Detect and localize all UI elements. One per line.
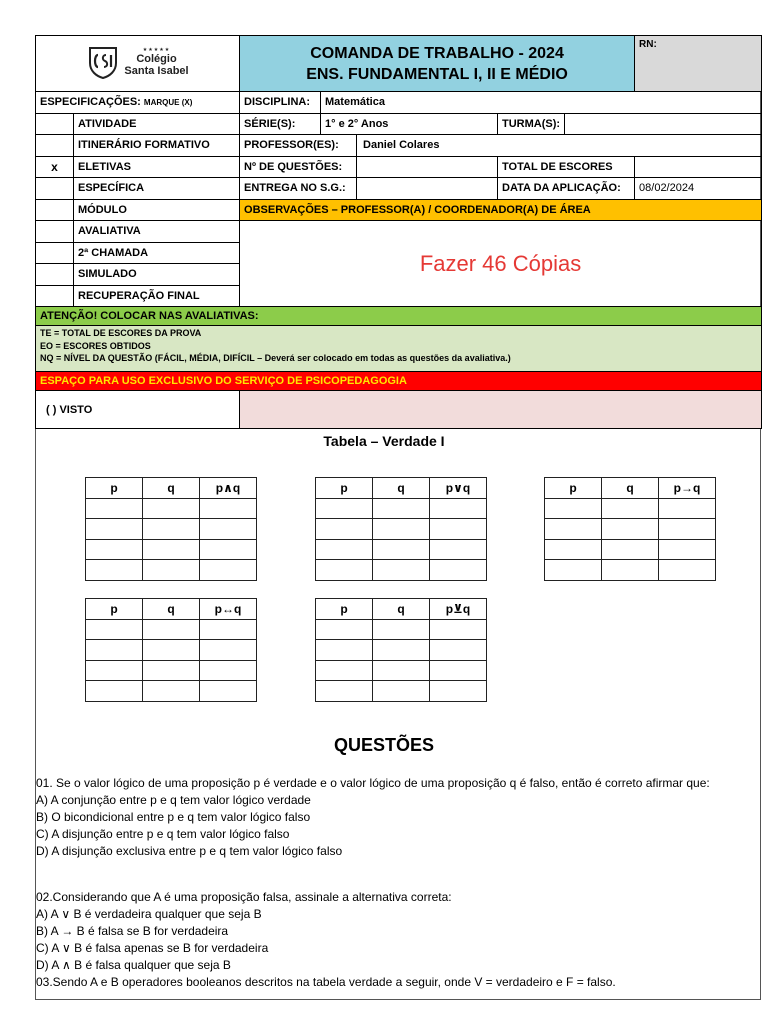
spec-label: ESPECIFICAÇÕES: xyxy=(40,96,141,109)
spec-item-recuperacao: RECUPERAÇÃO FINAL xyxy=(74,285,240,307)
disciplina-value[interactable]: Matemática xyxy=(321,92,762,114)
atencao-line-1: TE = TOTAL DE ESCORES DA PROVA xyxy=(40,328,202,338)
tt-cell[interactable] xyxy=(200,519,257,540)
tt-cell[interactable] xyxy=(143,498,200,519)
spec-mark-2chamada[interactable] xyxy=(36,242,74,264)
tt-implies-header-op: p→q xyxy=(659,478,716,499)
tt-and-header-p: p xyxy=(86,478,143,499)
disciplina-label: DISCIPLINA: xyxy=(240,92,321,114)
rn-field[interactable] xyxy=(635,36,762,92)
data-aplicacao-value[interactable]: 08/02/2024 xyxy=(635,178,762,200)
tt-xor-header-op: p⊻q xyxy=(430,599,487,620)
tt-cell[interactable] xyxy=(86,681,143,702)
title-line-2: ENS. FUNDAMENTAL I, II E MÉDIO xyxy=(306,65,568,83)
school-logo xyxy=(36,36,240,92)
tt-cell[interactable] xyxy=(373,539,430,560)
question-2-option-d[interactable]: D) A ∧ B é falsa qualquer que seja B xyxy=(36,958,231,972)
tt-cell[interactable] xyxy=(545,539,602,560)
tt-xor-header-p: p xyxy=(316,599,373,620)
question-1-option-c[interactable]: C) A disjunção entre p e q tem valor lógico falso xyxy=(36,827,290,841)
tt-cell[interactable] xyxy=(316,640,373,661)
tt-cell[interactable] xyxy=(316,660,373,681)
spec-mark-eletivas[interactable]: x xyxy=(36,156,74,178)
page-title xyxy=(240,36,635,92)
tt-cell[interactable] xyxy=(143,619,200,640)
spec-mark-simulado[interactable] xyxy=(36,264,74,286)
tt-cell[interactable] xyxy=(659,560,716,581)
spec-mark-atividade[interactable] xyxy=(36,113,74,135)
tt-cell[interactable] xyxy=(143,640,200,661)
tt-cell[interactable] xyxy=(316,498,373,519)
question-2-option-a[interactable]: A) A ∨ B é verdadeira qualquer que seja B xyxy=(36,907,262,921)
total-escores-label: TOTAL DE ESCORES xyxy=(498,156,635,178)
tt-cell[interactable] xyxy=(143,539,200,560)
tt-cell[interactable] xyxy=(373,519,430,540)
tt-and-header-q: q xyxy=(143,478,200,499)
tt-cell[interactable] xyxy=(545,519,602,540)
tt-cell[interactable] xyxy=(430,619,487,640)
spec-label-small: MARQUE (X) xyxy=(143,98,193,108)
spec-item-especifica: ESPECÍFICA xyxy=(74,178,240,200)
data-aplicacao-label: DATA DA APLICAÇÃO: xyxy=(498,178,635,200)
tt-cell[interactable] xyxy=(430,519,487,540)
spec-item-itinerario: ITINERÁRIO FORMATIVO xyxy=(74,135,240,157)
question-1-option-a[interactable]: A) A conjunção entre p e q tem valor lógico verdade xyxy=(36,793,311,807)
tt-cell[interactable] xyxy=(545,498,602,519)
questoes-title: QUESTÕES xyxy=(333,735,435,755)
tt-cell[interactable] xyxy=(373,640,430,661)
spec-item-eletivas: ELETIVAS xyxy=(74,156,240,178)
tt-cell[interactable] xyxy=(430,498,487,519)
spec-mark-modulo[interactable] xyxy=(36,199,74,221)
truth-table-or xyxy=(315,477,487,581)
spec-item-modulo: MÓDULO xyxy=(74,199,240,221)
spec-mark-especifica[interactable] xyxy=(36,178,74,200)
psico-area[interactable] xyxy=(240,391,762,429)
tt-bicond-header-q: q xyxy=(143,599,200,620)
nquestoes-value[interactable] xyxy=(357,156,498,178)
tt-cell[interactable] xyxy=(86,560,143,581)
logo-name-line1: Colégio xyxy=(136,53,177,65)
tt-cell[interactable] xyxy=(602,539,659,560)
tt-cell[interactable] xyxy=(143,681,200,702)
tt-cell[interactable] xyxy=(602,519,659,540)
tt-or-header-op: p∨q xyxy=(430,478,487,499)
psico-header: ESPAÇO PARA USO EXCLUSIVO DO SERVIÇO DE PSICOPEDAGOGIA xyxy=(36,372,762,391)
title-line-1: COMANDA DE TRABALHO - 2024 xyxy=(310,44,564,62)
turma-label: TURMA(S): xyxy=(498,113,565,135)
tt-cell[interactable] xyxy=(200,539,257,560)
tt-cell[interactable] xyxy=(200,619,257,640)
tt-cell[interactable] xyxy=(430,539,487,560)
tt-or-header-p: p xyxy=(316,478,373,499)
observacoes-note[interactable] xyxy=(240,221,762,307)
tt-cell[interactable] xyxy=(316,539,373,560)
atencao-info xyxy=(36,326,762,372)
header-table xyxy=(35,35,762,429)
tt-cell[interactable] xyxy=(86,498,143,519)
rn-label: RN: xyxy=(639,39,657,50)
tt-cell[interactable] xyxy=(602,498,659,519)
tt-and-header-op: p∧q xyxy=(200,478,257,499)
question-3-stem: 03.Sendo A e B operadores booleanos descritos na tabela verdade a seguir, onde V = verdadeiro e F = falso. xyxy=(36,975,616,989)
tt-cell[interactable] xyxy=(602,560,659,581)
entrega-value[interactable] xyxy=(357,178,498,200)
tt-implies-header-p: p xyxy=(545,478,602,499)
tt-cell[interactable] xyxy=(373,660,430,681)
observacoes-header: OBSERVAÇÕES – PROFESSOR(A) / COORDENADOR(A) DE ÁREA xyxy=(240,199,762,221)
tt-cell[interactable] xyxy=(316,619,373,640)
question-1-option-b[interactable]: B) O bicondicional entre p e q tem valor lógico falso xyxy=(36,810,311,824)
tt-cell[interactable] xyxy=(545,560,602,581)
tt-implies-header-q: q xyxy=(602,478,659,499)
entrega-label: ENTREGA NO S.G.: xyxy=(240,178,357,200)
tt-cell[interactable] xyxy=(86,660,143,681)
tt-cell[interactable] xyxy=(430,681,487,702)
tt-cell[interactable] xyxy=(143,519,200,540)
tt-cell[interactable] xyxy=(316,681,373,702)
tt-cell[interactable] xyxy=(430,560,487,581)
professor-label: PROFESSOR(ES): xyxy=(240,135,357,157)
tt-cell[interactable] xyxy=(200,640,257,661)
tt-cell[interactable] xyxy=(86,539,143,560)
tt-cell[interactable] xyxy=(86,519,143,540)
tt-cell[interactable] xyxy=(316,519,373,540)
tt-cell[interactable] xyxy=(200,681,257,702)
tt-cell[interactable] xyxy=(373,619,430,640)
total-escores-value[interactable] xyxy=(635,156,762,178)
question-1-option-d[interactable]: D) A disjunção exclusiva entre p e q tem valor lógico falso xyxy=(36,844,343,858)
turma-value[interactable] xyxy=(565,113,762,135)
spec-mark-avaliativa[interactable] xyxy=(36,221,74,243)
tt-cell[interactable] xyxy=(430,640,487,661)
tt-cell[interactable] xyxy=(373,681,430,702)
copies-note: Fazer 46 Cópias xyxy=(419,250,582,276)
tt-cell[interactable] xyxy=(373,498,430,519)
spec-item-avaliativa: AVALIATIVA xyxy=(74,221,240,243)
question-2 xyxy=(36,889,760,991)
visto-checkbox[interactable] xyxy=(36,391,240,429)
question-1-stem: 01. Se o valor lógico de uma proposição p é verdade e o valor lógico de uma proposição q é falso, então é correto afirmar que: xyxy=(36,776,710,790)
question-2-option-c[interactable]: C) A ∨ B é falsa apenas se B for verdadeira xyxy=(36,941,269,955)
tt-cell[interactable] xyxy=(659,519,716,540)
tt-cell[interactable] xyxy=(659,539,716,560)
tt-bicond-header-op: p↔q xyxy=(200,599,257,620)
tt-cell[interactable] xyxy=(86,640,143,661)
tt-cell[interactable] xyxy=(200,660,257,681)
spec-mark-recuperacao[interactable] xyxy=(36,285,74,307)
school-crest-icon xyxy=(86,45,120,79)
atencao-header: ATENÇÃO! COLOCAR NAS AVALIATIVAS: xyxy=(36,307,762,326)
nquestoes-label: Nº DE QUESTÕES: xyxy=(240,156,357,178)
question-1 xyxy=(36,775,760,860)
series-value[interactable]: 1° e 2° Anos xyxy=(321,113,498,135)
tt-cell[interactable] xyxy=(373,560,430,581)
question-2-stem: 02.Considerando que A é uma proposição falsa, assinale a alternativa correta: xyxy=(36,890,452,904)
spec-mark-itinerario[interactable] xyxy=(36,135,74,157)
logo-name-line2: Santa Isabel xyxy=(124,65,189,77)
tt-cell[interactable] xyxy=(430,660,487,681)
truth-table-title: Tabela – Verdade I xyxy=(323,433,445,449)
truth-table-and xyxy=(85,477,257,581)
tt-cell[interactable] xyxy=(86,619,143,640)
logo-stars: ★★★★★ xyxy=(142,47,171,53)
truth-table-xor xyxy=(315,598,487,702)
question-2-option-b[interactable]: B) A → B é falsa se B for verdadeira xyxy=(36,924,229,938)
tt-or-header-q: q xyxy=(373,478,430,499)
series-label: SÉRIE(S): xyxy=(240,113,321,135)
tt-xor-header-q: q xyxy=(373,599,430,620)
tt-cell[interactable] xyxy=(143,560,200,581)
professor-value[interactable]: Daniel Colares xyxy=(357,135,762,157)
tt-cell[interactable] xyxy=(659,498,716,519)
tt-cell[interactable] xyxy=(200,498,257,519)
spec-item-2chamada: 2ª CHAMADA xyxy=(74,242,240,264)
truth-table-biconditional xyxy=(85,598,257,702)
tt-cell[interactable] xyxy=(200,560,257,581)
visto-label: ( ) VISTO xyxy=(46,403,93,416)
tt-cell[interactable] xyxy=(316,560,373,581)
truth-table-implies xyxy=(544,477,716,581)
spec-item-simulado: SIMULADO xyxy=(74,264,240,286)
tt-cell[interactable] xyxy=(143,660,200,681)
spec-item-atividade: ATIVIDADE xyxy=(74,113,240,135)
tt-bicond-header-p: p xyxy=(86,599,143,620)
atencao-line-3: NQ = NÍVEL DA QUESTÃO (FÁCIL, MÉDIA, DIFÍCIL – Deverá ser colocado em todas as questões da avaliativa.) xyxy=(40,353,511,363)
spec-header xyxy=(36,92,240,114)
atencao-line-2: EO = ESCORES OBTIDOS xyxy=(40,340,151,351)
